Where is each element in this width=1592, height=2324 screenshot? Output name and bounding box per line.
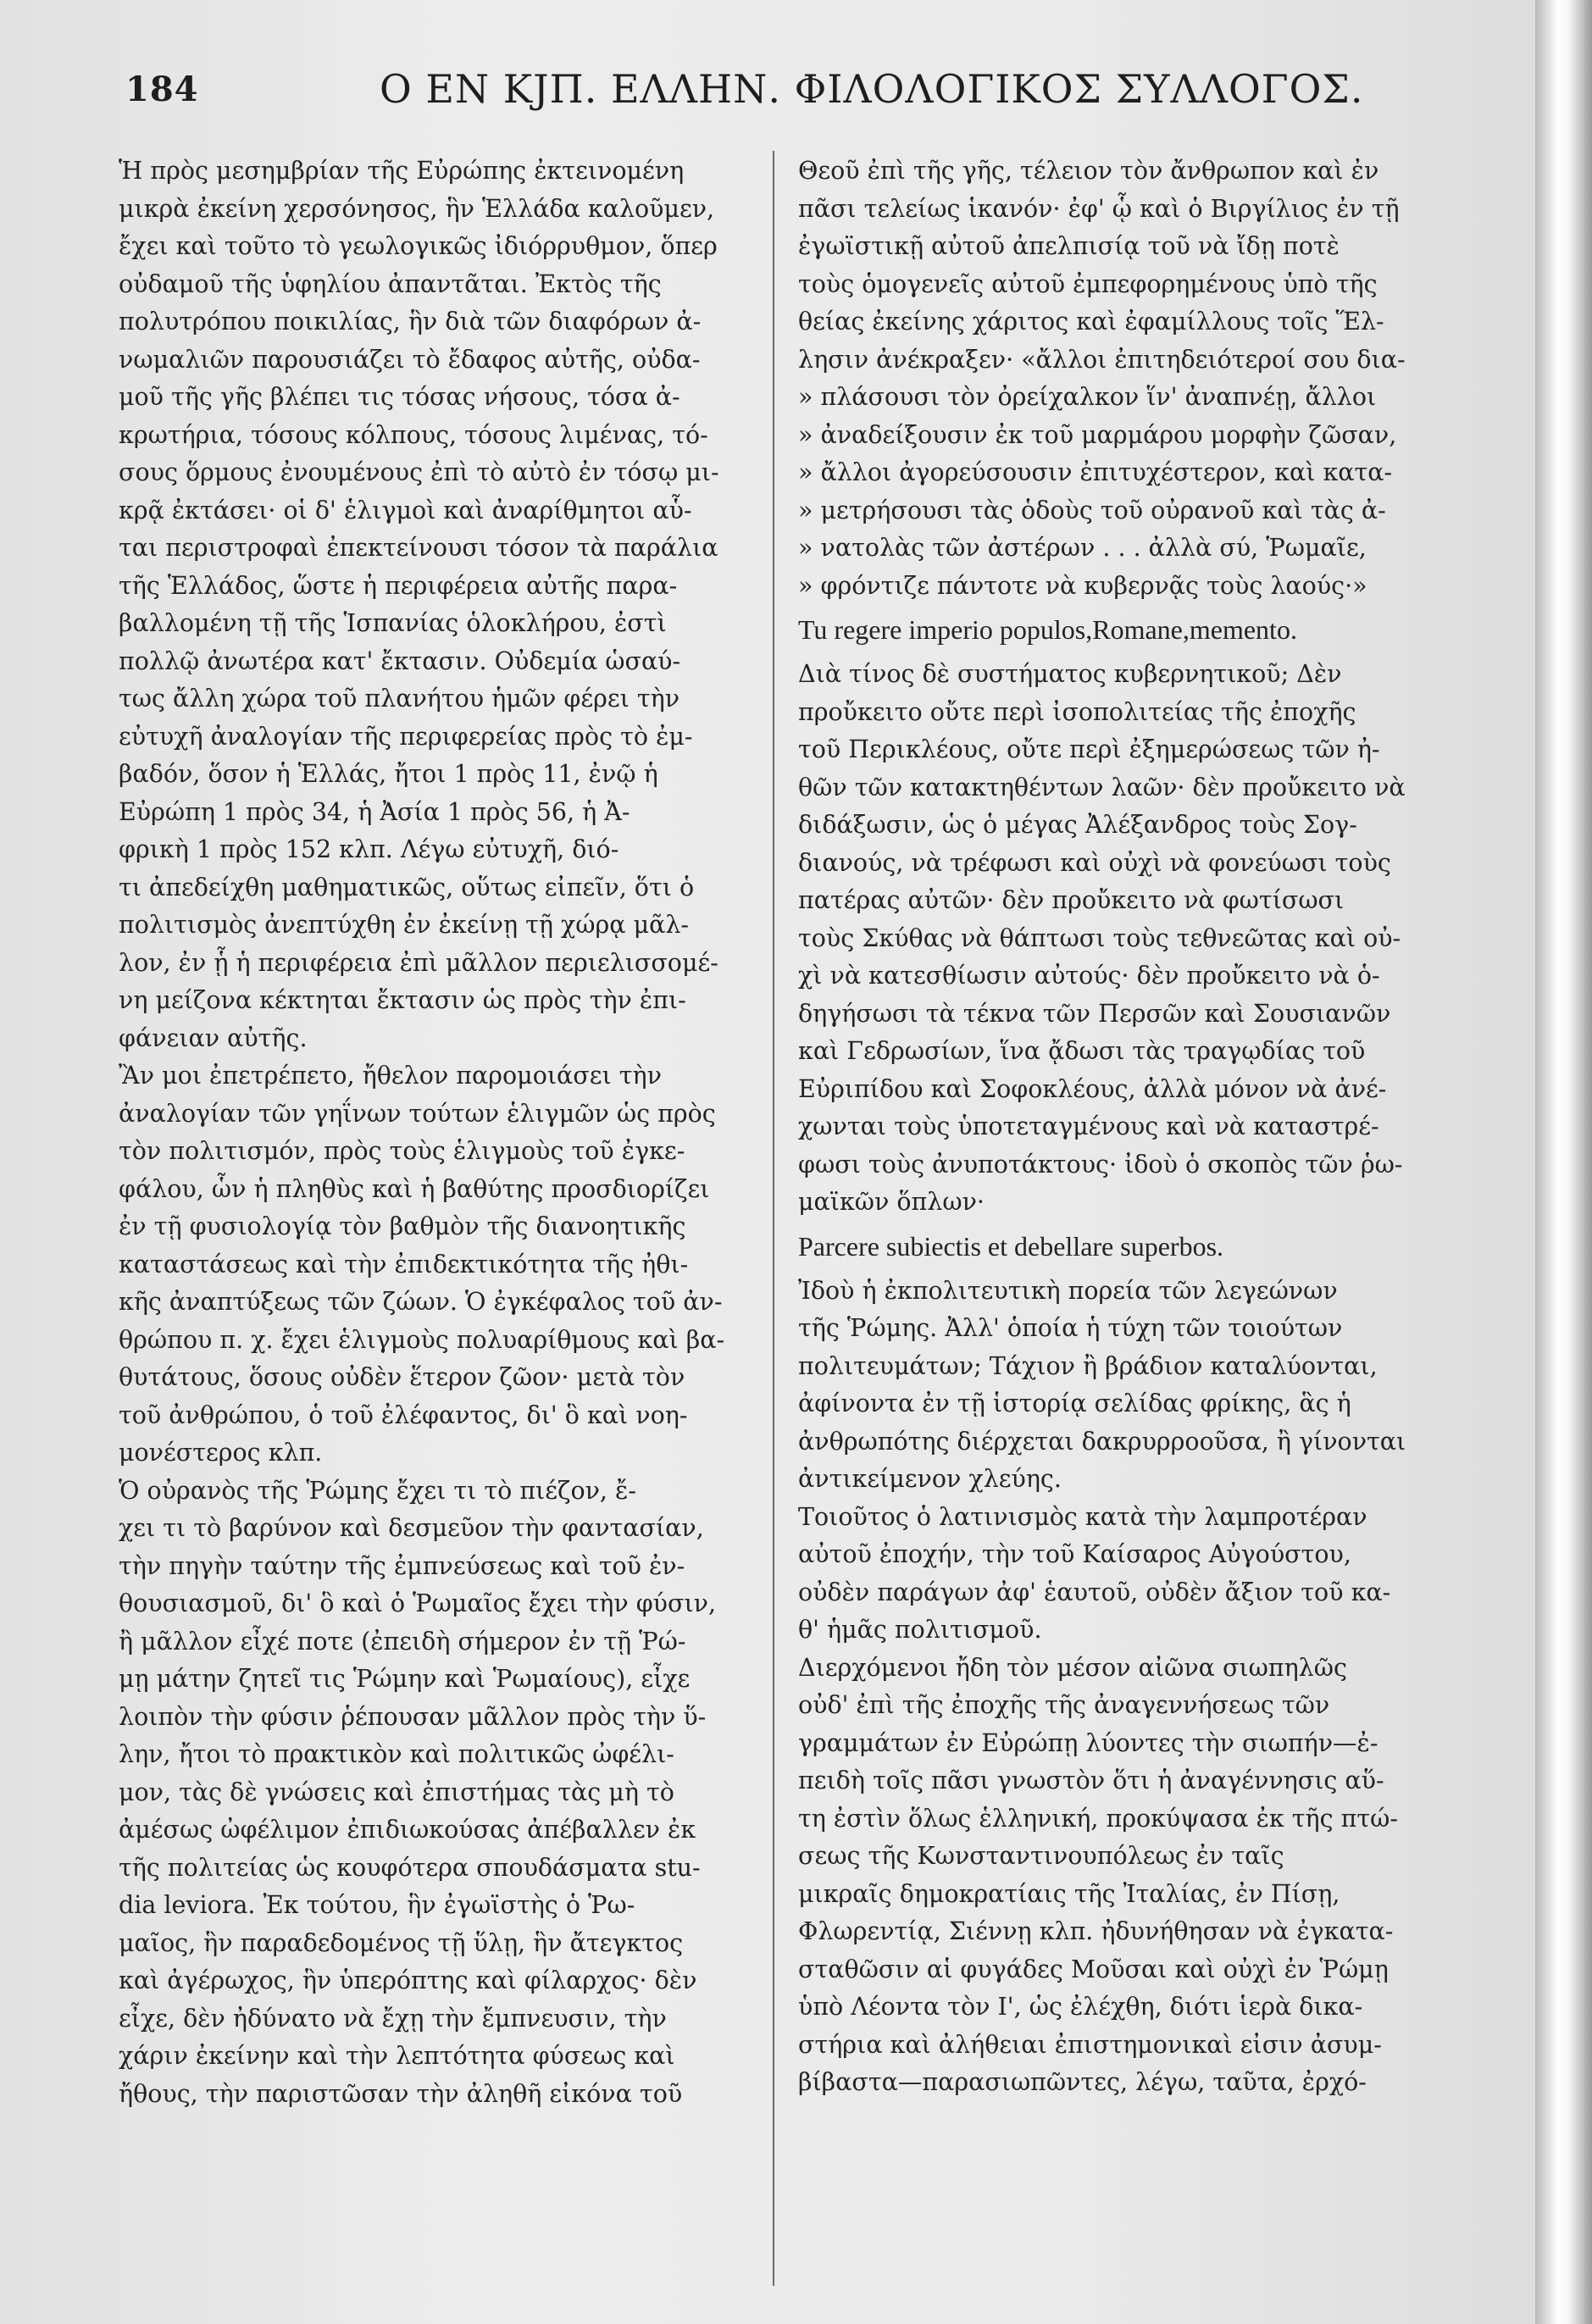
left-column	[119, 153, 746, 2113]
text-line: τῆς Ἑλλάδος, ὥστε ἡ περιφέρεια αὐτῆς παρα-	[119, 571, 678, 600]
text-line: Φλωρεντίᾳ, Σιέννῃ κλπ. ἠδυνήθησαν νὰ ἐγκατα-	[798, 1917, 1394, 1945]
text-line: ται περιστροφαὶ ἐπεκτείνουσι τόσον τὰ παράλια	[119, 534, 718, 562]
text-line: φάλου, ὧν ἡ πληθὺς καὶ ἡ βαθύτης προσδιορίζει	[119, 1174, 710, 1203]
text-line: πολλῷ ἀνωτέρα κατ' ἔκτασιν. Οὐδεμία ὡσαύ-	[119, 646, 681, 675]
text-line: τη ἐστὶν ὅλως ἑλληνική, προκύψασα ἐκ τῆς πτώ-	[798, 1804, 1398, 1833]
text-line: εἶχε, δὲν ἠδύνατο νὰ ἔχῃ τὴν ἔμπνευσιν, τὴν	[119, 2004, 667, 2033]
text-line: νη μείζονα κέκτηται ἔκτασιν ὡς πρὸς τὴν ἐπι-	[119, 986, 686, 1014]
book-spine	[1535, 0, 1592, 2324]
text-line: πειδὴ τοῖς πᾶσι γνωστὸν ὅτι ἡ ἀναγέννησις αὕ-	[798, 1767, 1384, 1794]
text-line: θουσιασμοῦ, δι' ὃ καὶ ὁ Ῥωμαῖος ἔχει τὴν φύσιν,	[119, 1589, 717, 1617]
text-line: κρᾷ ἐκτάσει· οἱ δ' ἑλιγμοὶ καὶ ἀναρίθμητοι αὗ-	[119, 496, 692, 524]
text-line: ἀφίνοντα ἐν τῇ ἱστορίᾳ σελίδας φρίκης, ἃς ἡ	[798, 1389, 1351, 1417]
text-line: dia leviora. Ἐκ τούτου, ἣν ἐγωϊστὴς ὁ Ῥω-	[119, 1891, 635, 1919]
text-line: Ἰδοὺ ἡ ἐκπολιτευτικὴ πορεία τῶν λεγεώνων	[798, 1276, 1338, 1305]
text-line: αὐτοῦ ἐποχήν, τὴν τοῦ Καίσαρος Αὐγούστου,	[798, 1540, 1351, 1568]
text-line: στήρια καὶ ἀλήθειαι ἐπιστημονικαὶ εἰσιν ἀσυμ-	[798, 2030, 1382, 2059]
text-line: τῆς πολιτείας ὡς κουφότερα σπουδάσματα stu-	[119, 1853, 701, 1882]
text-line: οὐδὲν παράγων ἀφ' ἑαυτοῦ, οὐδὲν ἄξιον τοῦ κα-	[798, 1578, 1391, 1606]
text-line: δηγήσωσι τὰ τέκνα τῶν Περσῶν καὶ Σουσιανῶν	[798, 999, 1391, 1028]
text-line: βαλλομένη τῇ τῆς Ἱσπανίας ὁλοκλήρου, ἐστὶ	[119, 609, 667, 637]
text-line: Διὰ τίνος δὲ συστήματος κυβερνητικοῦ; Δὲν	[798, 660, 1342, 688]
text-line: διανούς, νὰ τρέφωσι καὶ οὐχὶ νὰ φονεύωσι τοὺς	[798, 848, 1391, 877]
text-line: Ἂν μοι ἐπετρέπετο, ἤθελον παρομοιάσει τὴν	[119, 1062, 662, 1090]
right-column-block-c	[798, 1273, 1452, 2102]
text-line: μικρὰ ἐκείνη χερσόνησος, ἣν Ἑλλάδα καλοῦμεν,	[119, 194, 715, 223]
text-line: θῶν τῶν κατακτηθέντων λαῶν· δὲν προὔκειτο νὰ	[798, 773, 1406, 801]
text-line: οὐδ' ἐπὶ τῆς ἐποχῆς τῆς ἀναγεννήσεως τῶν	[798, 1691, 1330, 1719]
running-title: Ο ΕΝ ΚJΠ. ΕΛΛΗΝ. ΦΙΛΟΛΟΓΙΚΟΣ ΣΥΛΛΟΓΟΣ.	[380, 66, 1364, 112]
text-line: τοῦ ἀνθρώπου, ὁ τοῦ ἐλέφαντος, δι' ὃ καὶ νοη-	[119, 1401, 688, 1429]
page-header	[125, 66, 1364, 125]
text-line: ἀντικείμενον χλεύης.	[798, 1465, 1062, 1493]
text-line: ἀνθρωπότης διέρχεται δακρυρροοῦσα, ἢ γίνονται	[798, 1427, 1406, 1456]
text-line: μαῖος, ἣν παραδεδομένος τῇ ὕλῃ, ἣν ἄτεγκτος	[119, 1928, 684, 1957]
text-line: ἀναλογίαν τῶν γηΐνων τούτων ἑλιγμῶν ὡς πρὸς	[119, 1099, 716, 1128]
column-divider	[773, 151, 774, 2286]
text-line: σεως τῆς Κωνσταντινουπόλεως ἐν ταῖς	[798, 1842, 1284, 1870]
text-line: τι ἀπεδείχθη μαθηματικῶς, οὕτως εἰπεῖν, ὅτι ὁ	[119, 873, 695, 901]
text-line: γραμμάτων ἐν Εὐρώπῃ λύοντες τὴν σιωπήν—ἐ-	[798, 1728, 1378, 1757]
text-line: ἐν τῇ φυσιολογίᾳ τὸν βαθμὸν τῆς διανοητικῆς	[119, 1212, 686, 1240]
text-line: βαδόν, ὅσον ἡ Ἑλλάς, ἤτοι 1 πρὸς 11, ἐνῷ ἡ	[119, 760, 658, 788]
text-line: θείας ἐκείνης χάριτος καὶ ἐφαμίλλους τοῖς Ἕλ-	[798, 308, 1384, 336]
text-line: μον, τὰς δὲ γνώσεις καὶ ἐπιστήμας τὰς μὴ τὸ	[119, 1778, 674, 1806]
text-line: καὶ Γεδρωσίων, ἵνα ᾄδωσι τὰς τραγῳδίας τοῦ	[798, 1037, 1366, 1065]
right-column	[798, 153, 1452, 2102]
text-line: Ἡ πρὸς μεσημβρίαν τῆς Εὐρώπης ἐκτεινομένη	[119, 157, 685, 185]
text-line: φάνειαν αὐτῆς.	[119, 1023, 308, 1052]
text-line: Θεοῦ ἐπὶ τῆς γῆς, τέλειον τὸν ἄνθρωπον καὶ ἐν	[798, 157, 1379, 185]
text-line: πᾶσι τελείως ἱκανόν· ἐφ' ᾧ καὶ ὁ Βιργίλιος ἐν τῇ	[798, 194, 1400, 223]
text-line: Ὁ οὐρανὸς τῆς Ῥώμης ἔχει τι τὸ πιέζον, ἔ-	[119, 1476, 636, 1505]
text-line: Τοιοῦτος ὁ λατινισμὸς κατὰ τὴν λαμπροτέραν	[798, 1502, 1367, 1531]
latin-quote-1: Tu regere imperio populos,Romane,memento.	[798, 614, 1297, 645]
text-line: λοιπὸν τὴν φύσιν ῥέπουσαν μᾶλλον πρὸς τὴν ὕ-	[119, 1702, 707, 1731]
text-line: χὶ νὰ κατεσθίωσιν αὐτούς· δὲν προὔκειτο νὰ ὁ-	[798, 962, 1380, 990]
latin-quote-2: Parcere subiectis et debellare superbos.	[798, 1230, 1224, 1262]
right-column-block-a	[798, 153, 1452, 605]
text-line: πατέρας αὐτῶν· δὲν προὔκειτο νὰ φωτίσωσι	[798, 886, 1345, 914]
text-line: Διερχόμενοι ἤδη τὸν μέσον αἰῶνα σιωπηλῶς	[798, 1653, 1347, 1682]
text-line: χωνται τοὺς ὑποτεταγμένους καὶ νὰ καταστρέ-	[798, 1112, 1379, 1140]
text-line: » μετρήσουσι τὰς ὁδοὺς τοῦ οὐρανοῦ καὶ τὰς ἀ-	[798, 496, 1386, 524]
right-column-block-b	[798, 656, 1452, 1222]
text-line: Εὐρώπη 1 πρὸς 34, ἡ Ἀσία 1 πρὸς 56, ἡ Ἀ-	[119, 797, 630, 826]
text-line: χει τι τὸ βαρύνον καὶ δεσμεῦον τὴν φαντασίαν,	[119, 1514, 704, 1542]
text-line: » νατολὰς τῶν ἀστέρων . . . ἀλλὰ σύ, Ῥωμαῖε,	[798, 534, 1367, 562]
text-line: θρώπου π. χ. ἔχει ἑλιγμοὺς πολυαρίθμους καὶ βα-	[119, 1325, 725, 1354]
text-line: φωσι τοὺς ἀνυποτάκτους· ἰδοὺ ὁ σκοπὸς τῶν ῥω-	[798, 1150, 1403, 1179]
text-line: » ἄλλοι ἀγορεύσουσιν ἐπιτυχέστερον, καὶ κατα-	[798, 458, 1393, 486]
page-number: 184	[125, 69, 199, 109]
text-line: μοῦ τῆς γῆς βλέπει τις τόσας νήσους, τόσα ἀ-	[119, 383, 680, 411]
text-line: διδάξωσιν, ὡς ὁ μέγας Ἀλέξανδρος τοὺς Σογ-	[798, 811, 1357, 839]
text-line: λον, ἐν ᾗ ἡ περιφέρεια ἐπὶ μᾶλλον περιελισσομέ-	[119, 948, 718, 977]
text-line: ἢ μᾶλλον εἶχέ ποτε (ἐπειδὴ σήμερον ἐν τῇ Ῥώ-	[119, 1627, 686, 1656]
text-line: » πλάσουσι τὸν ὀρείχαλκον ἵν' ἀναπνέῃ, ἄλλοι	[798, 383, 1377, 411]
text-line: βίβαστα—παρασιωπῶντες, λέγω, ταῦτα, ἐρχό-	[798, 2068, 1367, 2096]
text-line: εὐτυχῆ ἀναλογίαν τῆς περιφερείας πρὸς τὸ ἐμ-	[119, 722, 693, 751]
text-line: ὑπὸ Λέοντα τὸν Ι', ὡς ἐλέχθη, διότι ἱερὰ δικα-	[798, 1993, 1363, 2021]
text-line: τοὺς ὁμογενεῖς αὐτοῦ ἐμπεφορημένους ὑπὸ τῆς	[798, 269, 1378, 298]
text-line: λην, ἤτοι τὸ πρακτικὸν καὶ πολιτικῶς ὠφέλι-	[119, 1740, 674, 1768]
text-line: μονέστερος κλπ.	[119, 1439, 323, 1467]
text-line: πολιτευμάτων; Τάχιον ἢ βράδιον καταλύονται,	[798, 1351, 1378, 1380]
text-line: κῆς ἀναπτύξεως τῶν ζώων. Ὁ ἐγκέφαλος τοῦ ἀν-	[119, 1288, 723, 1316]
text-line: καταστάσεως καὶ τὴν ἐπιδεκτικότητα τῆς ἠθι-	[119, 1250, 689, 1278]
text-line: σους ὅρμους ἐνουμένους ἐπὶ τὸ αὐτὸ ἐν τόσῳ μι-	[119, 458, 719, 486]
text-line: πολυτρόπου ποικιλίας, ἣν διὰ τῶν διαφόρων ἀ-	[119, 308, 702, 336]
text-line: κρωτήρια, τόσους κόλπους, τόσους λιμένας, τό-	[119, 420, 708, 449]
text-line: λησιν ἀνέκραξεν· «ἄλλοι ἐπιτηδειότεροί σου δια-	[798, 345, 1406, 374]
text-line: φρικὴ 1 πρὸς 152 κλπ. Λέγω εὐτυχῆ, διό-	[119, 835, 619, 863]
text-line: τῆς Ῥώμης. Ἀλλ' ὁποία ἡ τύχη τῶν τοιούτων	[798, 1314, 1343, 1342]
text-line: » φρόντιζε πάντοτε νὰ κυβερνᾷς τοὺς λαούς·»	[798, 571, 1367, 600]
text-line: τως ἄλλη χώρα τοῦ πλανήτου ἡμῶν φέρει τὴν	[119, 685, 680, 713]
text-line: τοῦ Περικλέους, οὔτε περὶ ἐξημερώσεως τῶν ἠ-	[798, 735, 1380, 763]
text-line: τὸν πολιτισμόν, πρὸς τοὺς ἑλιγμοὺς τοῦ ἐγκε-	[119, 1137, 685, 1165]
text-line: ἔχει καὶ τοῦτο τὸ γεωλογικῶς ἰδιόρρυθμον, ὅπερ	[119, 232, 718, 260]
text-line: προὔκειτο οὔτε περὶ ἰσοπολιτείας τῆς ἐποχῆς	[798, 697, 1356, 726]
text-line: ἐγωϊστικῇ αὐτοῦ ἀπελπισίᾳ τοῦ νὰ ἴδῃ ποτὲ	[798, 232, 1340, 260]
text-line: χάριν ἐκείνην καὶ τὴν λεπτότητα φύσεως καὶ	[119, 2042, 675, 2070]
text-line: μικραῖς δημοκρατίαις τῆς Ἰταλίας, ἐν Πίσῃ,	[798, 1879, 1340, 1908]
text-line: θυτάτους, ὅσους οὐδὲν ἕτερον ζῶον· μετὰ τὸν	[119, 1363, 685, 1391]
text-line: τοὺς Σκύθας νὰ θάπτωσι τοὺς τεθνεῶτας καὶ οὐ-	[798, 923, 1401, 952]
text-line: ἀμέσως ὠφέλιμον ἐπιδιωκούσας ἀπέβαλλεν ἐκ	[119, 1816, 696, 1844]
text-line: καὶ ἀγέρωχος, ἣν ὑπερόπτης καὶ φίλαρχος· δὲν	[119, 1966, 697, 1994]
text-line: σταθῶσιν αἱ φυγάδες Μοῦσαι καὶ οὐχὶ ἐν Ῥώμῃ	[798, 1955, 1389, 1983]
text-line: οὐδαμοῦ τῆς ὑφηλίου ἀπαντᾶται. Ἐκτὸς τῆς	[119, 269, 662, 298]
text-line: θ' ἡμᾶς πολιτισμοῦ.	[798, 1616, 1042, 1644]
text-line: μῃ μάτην ζητεῖ τις Ῥώμην καὶ Ῥωμαίους), εἶχε	[119, 1665, 691, 1693]
text-line: μαϊκῶν ὅπλων·	[798, 1188, 985, 1216]
text-line: Εὐριπίδου καὶ Σοφοκλέους, ἀλλὰ μόνον νὰ ἀνέ-	[798, 1074, 1387, 1103]
text-line: ἤθους, τὴν παριστῶσαν τὴν ἀληθῆ εἰκόνα τοῦ	[119, 2079, 683, 2108]
text-line: νωμαλιῶν παρουσιάζει τὸ ἔδαφος αὐτῆς, οὐδα-	[119, 345, 701, 374]
text-line: πολιτισμὸς ἀνεπτύχθη ἐν ἐκείνῃ τῇ χώρᾳ μᾶλ-	[119, 911, 690, 939]
text-line: » ἀναδείξουσιν ἐκ τοῦ μαρμάρου μορφὴν ζῶσαν,	[798, 420, 1397, 449]
text-line: τὴν πηγὴν ταύτην τῆς ἐμπνεύσεως καὶ τοῦ ἐν-	[119, 1551, 685, 1580]
